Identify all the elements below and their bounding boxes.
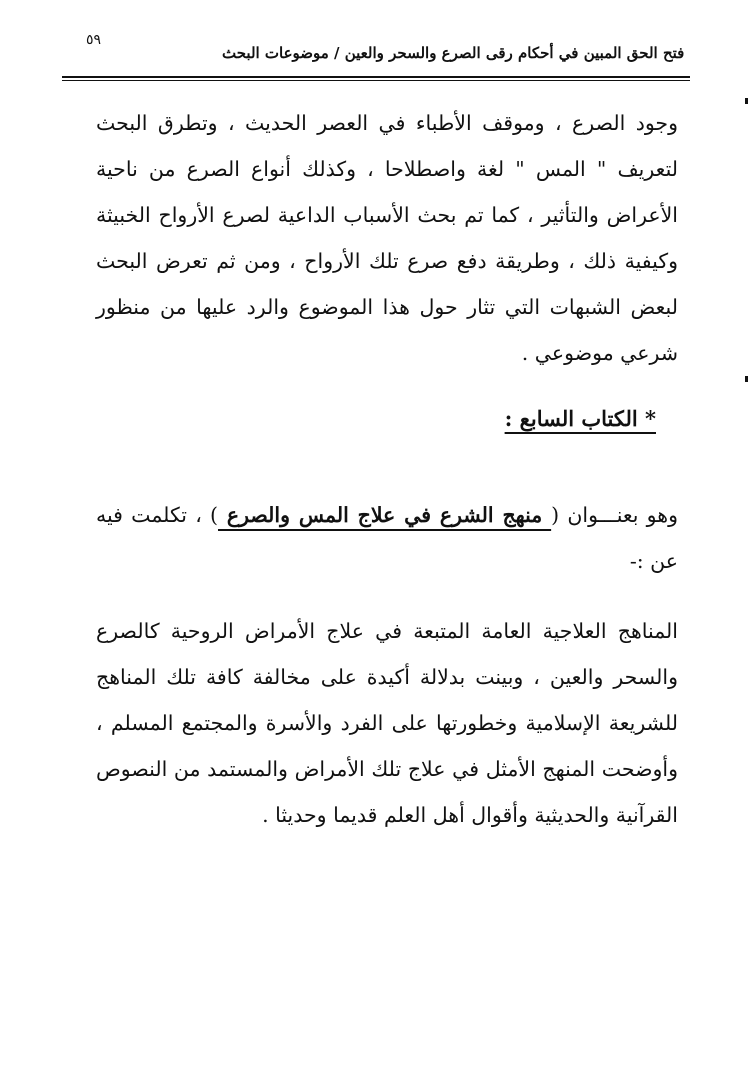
page-number: ٥٩ xyxy=(86,32,102,48)
margin-mark xyxy=(745,98,748,104)
paragraph-2-intro: وهو بعنـــوان ( xyxy=(551,503,678,527)
margin-mark xyxy=(745,376,748,382)
body-paragraph-3: المناهج العلاجية العامة المتبعة في علاج الأمراض الروحية كالصرع والسحر والعين ، وبينت بدلالة أكيدة على مخالفة كافة تلك المناهج للشريعة الإسلامية وخطورتها على الفرد والأسرة والمجتمع المسلم ، وأوضحت المنهج الأمثل في علاج تلك الأمراض والمستمد من النصوص القرآنية والحديثية وأقوال أهل العلم قديما وحديثا . xyxy=(96,619,678,827)
book-title: منهج الشرع في علاج المس والصرع xyxy=(218,503,552,527)
body-paragraph-1: وجود الصرع ، وموقف الأطباء في العصر الحديث ، وتطرق البحث لتعريف " المس " لغة واصطلاحا ، وكذلك أنواع الصرع من ناحية الأعراض والتأثير ، كما تم بحث الأسباب الداعية لصرع الأرواح الخبيثة وكيفية ذلك ، وطريقة دفع صرع تلك الأرواح ، ومن ثم تعرض البحث لبعض الشبهات التي تثار حول هذا الموضوع والرد عليها من منظور شرعي موضوعي . xyxy=(96,111,678,365)
section-heading: * الكتاب السابع : xyxy=(504,406,656,431)
paragraph-2-outro: ) ، تكلمت فيه عن :- xyxy=(96,503,678,573)
header-rule-thin xyxy=(62,80,690,81)
header-rule xyxy=(62,76,690,78)
running-header-title: فتح الحق المبين في أحكام رقى الصرع والسحر والعين / موضوعات البحث xyxy=(222,44,685,62)
body-paragraph-2 xyxy=(96,492,678,584)
